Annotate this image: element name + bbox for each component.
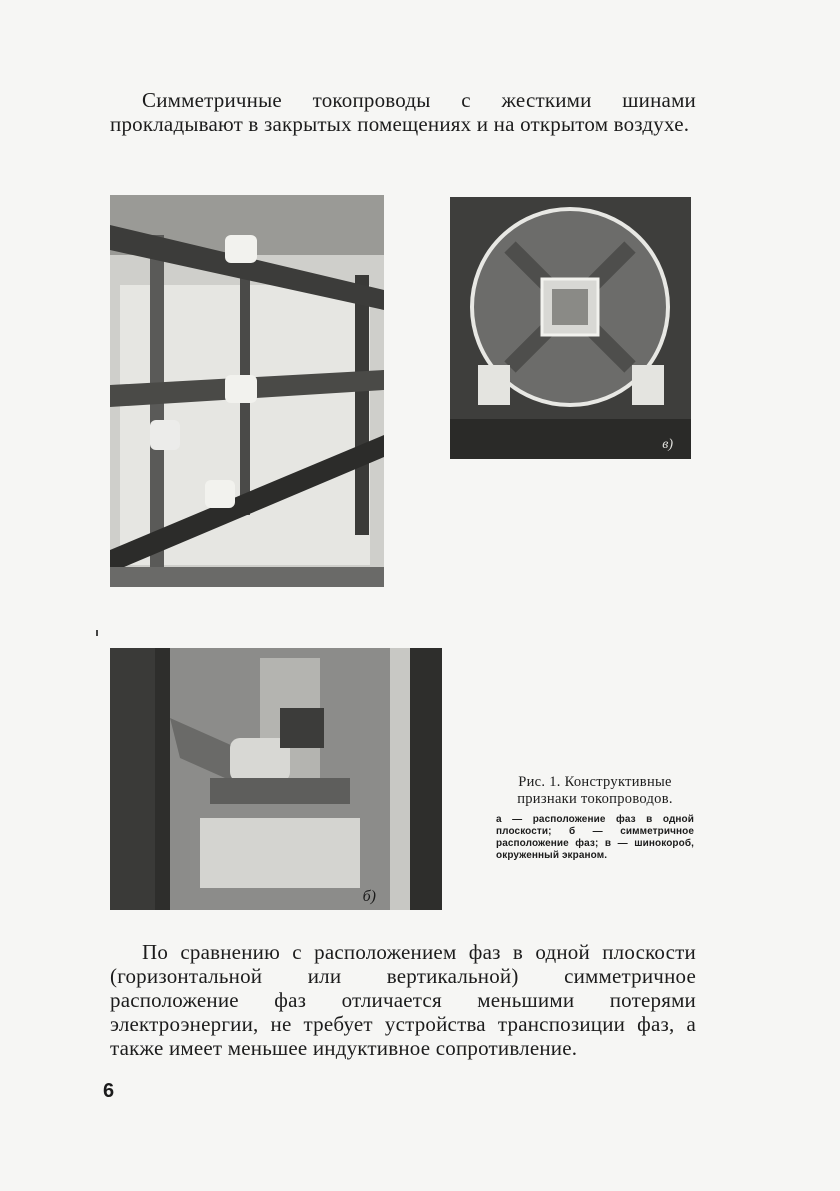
caption-title: Рис. 1. Конструктивные признаки токопроводов. [517, 774, 673, 807]
margin-tick [96, 630, 98, 636]
paragraph-bottom: По сравнению с расположением фаз в одной плоскости (горизонтальной или вертикальной) симметричное расположение фаз отличается меньшими потерями электроэнергии, не требует устройства транспозиции фаз, а также имеет меньшее индуктивное сопротивление. [110, 940, 696, 1060]
photo-v-label: в) [662, 437, 673, 452]
figure-caption [496, 774, 694, 862]
photo-b-label: б) [362, 888, 376, 905]
figure-photo-v [450, 197, 691, 459]
paragraph-top: Симметричные токопроводы с жесткими шинами прокладывают в закрытых помещениях и на открытом воздухе. [110, 88, 696, 136]
figure-photo-a [110, 195, 384, 587]
page-number: 6 [103, 1080, 115, 1102]
caption-description: а — расположение фаз в одной плоскости; б — симметричное расположение фаз; в — шинокороб, окруженный экраном. [496, 814, 694, 861]
figure-photo-b [110, 648, 442, 910]
